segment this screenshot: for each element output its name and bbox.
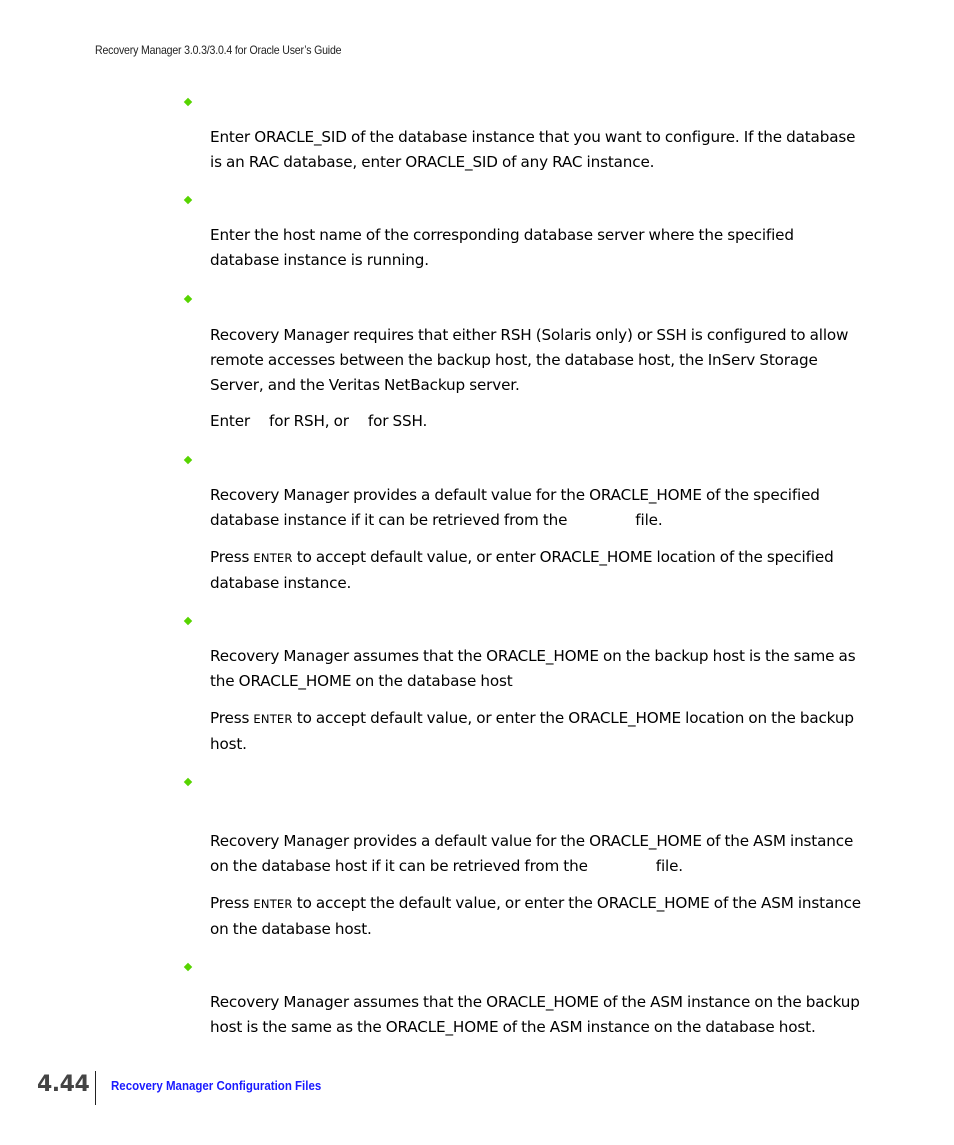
bullet-icon — [184, 456, 192, 464]
bullet-icon — [184, 963, 192, 971]
ssh-label: for SSH. — [367, 412, 428, 430]
enter-key: ENTER — [253, 712, 293, 726]
bullet-icon — [184, 295, 192, 303]
bullet-icon — [184, 617, 192, 625]
item-paragraph: Recovery Manager provides a default value for the ORACLE_HOME of the specified database instance if it can be retrieved from the file. — [210, 486, 820, 529]
item-paragraph: Recovery Manager assumes that the ORACLE_HOME on the backup host is the same as the ORACLE_HOME on the database host — [210, 647, 856, 690]
press-enter-paragraph: Press ENTER to accept default value, or enter ORACLE_HOME location of the specified database instance. — [210, 548, 834, 592]
item-paragraph: Recovery Manager assumes that the ORACLE_HOME of the ASM instance on the backup host is the same as the ORACLE_HOME of the ASM instance on the database host. — [210, 993, 860, 1036]
bullet-icon — [184, 196, 192, 204]
footer-section-title: Recovery Manager Configuration Files — [111, 1079, 322, 1093]
enter-label: Enter — [210, 412, 251, 430]
rsh-label: for RSH, or — [269, 412, 349, 430]
bullet-icon — [184, 98, 192, 106]
page-number: 4.44 — [37, 1072, 90, 1097]
enter-key: ENTER — [253, 897, 293, 911]
item-paragraph: Enter the host name of the corresponding database server where the specified database instance is running. — [210, 226, 794, 269]
running-header: Recovery Manager 3.0.3/3.0.4 for Oracle User’s Guide — [95, 43, 342, 57]
enter-line — [210, 409, 862, 434]
footer-divider — [95, 1071, 96, 1105]
enter-key: ENTER — [253, 551, 293, 565]
bullet-icon — [184, 778, 192, 786]
press-enter-paragraph: Press ENTER to accept the default value, or enter the ORACLE_HOME of the ASM instance on the database host. — [210, 894, 861, 938]
press-enter-paragraph: Press ENTER to accept default value, or enter the ORACLE_HOME location on the backup host. — [210, 709, 854, 753]
item-paragraph: Enter ORACLE_SID of the database instance that you want to configure. If the database is an RAC database, enter ORACLE_SID of any RAC instance. — [210, 128, 856, 171]
item-paragraph: Recovery Manager requires that either RSH (Solaris only) or SSH is configured to allow remote accesses between the backup host, the database host, the InServ Storage Server, and the Veritas NetBackup server. — [210, 326, 849, 394]
item-paragraph: Recovery Manager provides a default value for the ORACLE_HOME of the ASM instance on the database host if it can be retrieved from the file. — [210, 832, 854, 875]
